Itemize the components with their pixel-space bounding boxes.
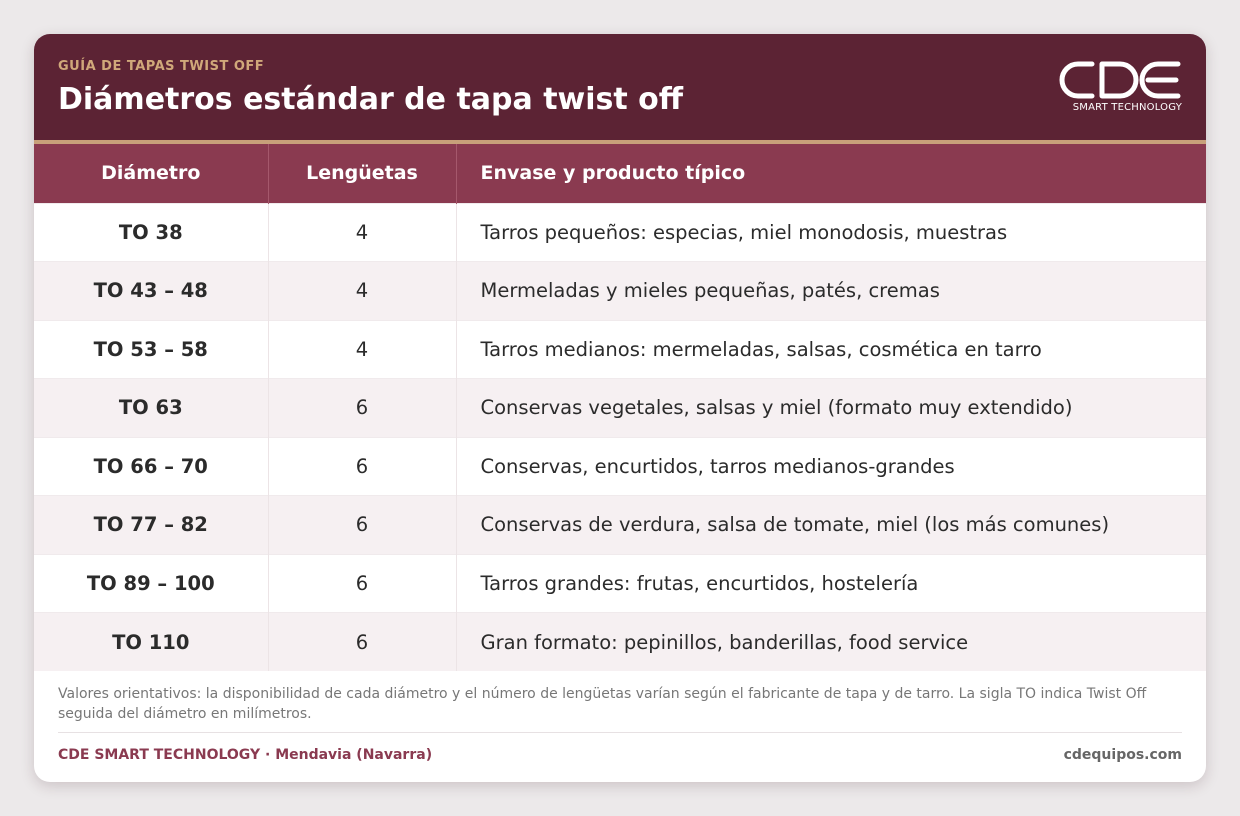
table-row	[34, 496, 1206, 555]
container-cell: Mermeladas y mieles pequeñas, patés, cremas	[456, 262, 1206, 321]
lugs-cell: 4	[268, 262, 456, 321]
lugs-cell: 4	[268, 203, 456, 262]
page-title: Diámetros estándar de tapa twist off	[58, 82, 684, 117]
lugs-cell: 6	[268, 613, 456, 672]
lugs-cell: 6	[268, 437, 456, 496]
cde-logo-mark	[1058, 58, 1182, 102]
diameter-cell: TO 43 – 48	[34, 262, 268, 321]
diameter-table	[34, 144, 1206, 671]
container-cell: Tarros medianos: mermeladas, salsas, cosmética en tarro	[456, 320, 1206, 379]
table-header-row	[34, 144, 1206, 203]
lugs-cell: 6	[268, 554, 456, 613]
guide-card	[34, 34, 1206, 782]
diameter-cell: TO 38	[34, 203, 268, 262]
table-row	[34, 320, 1206, 379]
lugs-cell: 6	[268, 496, 456, 555]
footnote: Valores orientativos: la disponibilidad de cada diámetro y el número de lengüetas varían según el fabricante de tapa y de tarro. La sigla TO indica Twist Off seguida del diámetro en milímetros.	[58, 686, 1147, 722]
container-cell: Gran formato: pepinillos, banderillas, food service	[456, 613, 1206, 672]
table-row	[34, 437, 1206, 496]
container-cell: Conservas vegetales, salsas y miel (formato muy extendido)	[456, 379, 1206, 438]
container-cell: Tarros grandes: frutas, encurtidos, hostelería	[456, 554, 1206, 613]
table-row	[34, 262, 1206, 321]
logo-subtitle: SMART TECHNOLOGY	[1072, 102, 1182, 113]
table-row	[34, 554, 1206, 613]
column-header-envase: Envase y producto típico	[456, 144, 1206, 203]
header	[34, 34, 1206, 140]
column-header-lenguetas: Lengüetas	[268, 144, 456, 203]
container-cell: Conservas de verdura, salsa de tomate, miel (los más comunes)	[456, 496, 1206, 555]
column-header-diametro: Diámetro	[34, 144, 268, 203]
table-row	[34, 203, 1206, 262]
diameter-cell: TO 53 – 58	[34, 320, 268, 379]
lugs-cell: 6	[268, 379, 456, 438]
cde-logo	[1058, 58, 1182, 116]
eyebrow: GUÍA DE TAPAS TWIST OFF	[58, 59, 265, 74]
lugs-cell: 4	[268, 320, 456, 379]
table-row	[34, 613, 1206, 672]
container-cell: Conservas, encurtidos, tarros medianos-grandes	[456, 437, 1206, 496]
diameter-cell: TO 66 – 70	[34, 437, 268, 496]
footer-divider	[58, 732, 1182, 733]
footer-website: cdequipos.com	[1063, 747, 1182, 763]
diameter-cell: TO 110	[34, 613, 268, 672]
diameter-cell: TO 63	[34, 379, 268, 438]
diameter-cell: TO 89 – 100	[34, 554, 268, 613]
footer-company: CDE SMART TECHNOLOGY · Mendavia (Navarra)	[58, 747, 433, 763]
diameter-cell: TO 77 – 82	[34, 496, 268, 555]
container-cell: Tarros pequeños: especias, miel monodosis, muestras	[456, 203, 1206, 262]
table-row	[34, 379, 1206, 438]
